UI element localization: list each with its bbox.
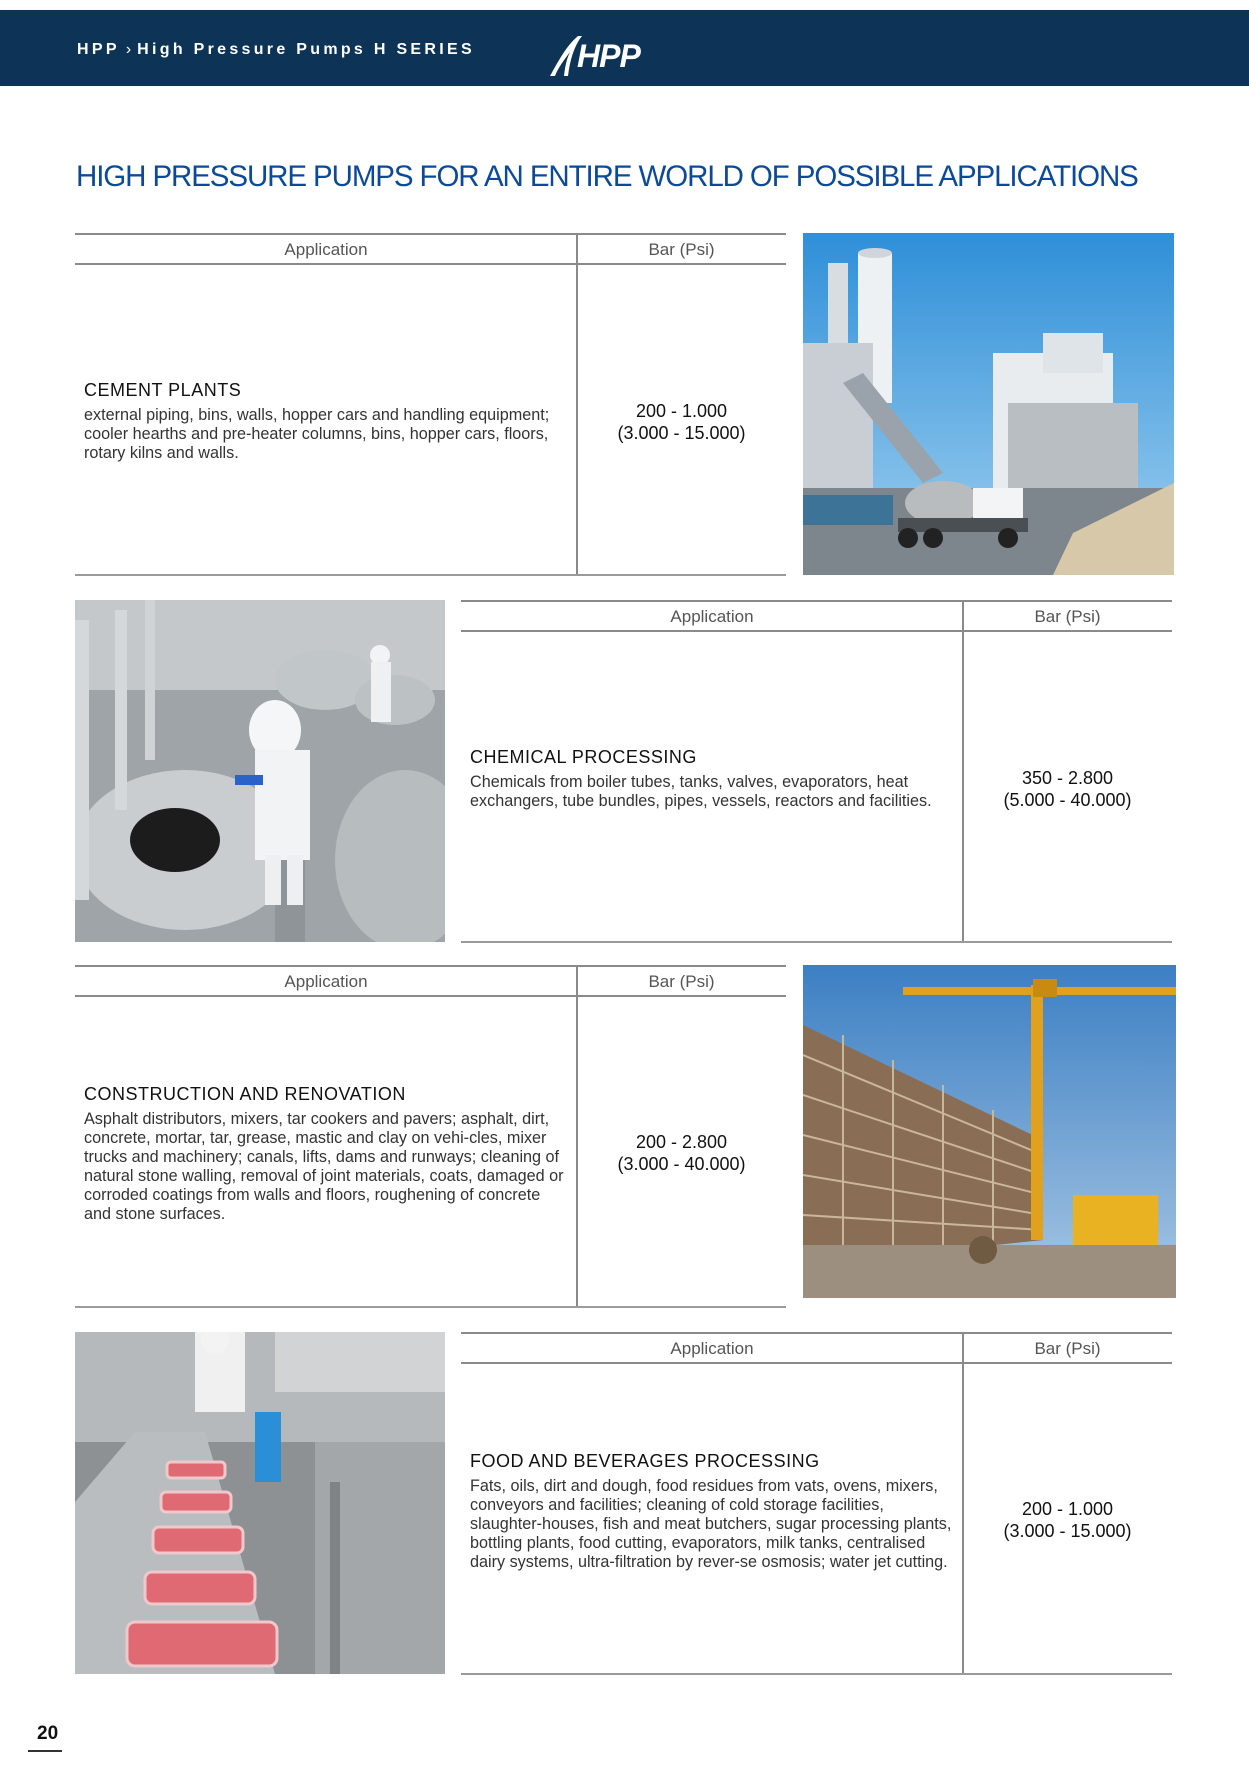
page-number-rule (28, 1750, 62, 1752)
pressure-range (963, 1498, 1172, 1542)
page-number: 20 (37, 1723, 59, 1744)
hpp-logo (548, 32, 664, 80)
bar-value: 200 - 1.000 (635, 401, 728, 421)
application-title: CHEMICAL PROCESSING (470, 747, 697, 767)
application-title: CEMENT PLANTS (84, 380, 242, 400)
construction-site-photo (803, 965, 1176, 1298)
application-description: Asphalt distributors, mixers, tar cookers and pavers; asphalt, dirt, concrete, mortar, tar, grease, mastic and clay on vehi-cles, mixer trucks and machinery; canals, lifts, dams and runways; cleaning of natural stone walling, removal of joint materials, coats, damaged or corroded coatings from walls and floors, roughening of concrete and stone surfaces. (84, 1110, 564, 1223)
column-header-bar: Bar (Psi) (963, 600, 1172, 632)
table-bottom-rule (75, 1306, 786, 1308)
pressure-range (577, 400, 786, 444)
bar-value: 200 - 1.000 (1021, 1499, 1114, 1519)
breadcrumb (77, 41, 475, 59)
table-bottom-rule (461, 941, 1172, 943)
chemical-processing-photo (75, 600, 445, 942)
application-title: FOOD AND BEVERAGES PROCESSING (470, 1451, 820, 1471)
column-header-application: Application (461, 600, 963, 632)
application-description: external piping, bins, walls, hopper cars and handling equipment; cooler hearths and pre-heater columns, bins, hopper cars, floors, rotary kilns and walls. (84, 406, 550, 462)
column-header-bar: Bar (Psi) (577, 965, 786, 997)
table-bottom-rule (75, 574, 786, 576)
pressure-range (963, 767, 1172, 811)
column-header-application: Application (75, 965, 577, 997)
psi-value: (3.000 - 15.000) (617, 423, 746, 443)
psi-value: (5.000 - 40.000) (1003, 790, 1132, 810)
application-description: Fats, oils, dirt and dough, food residues from vats, ovens, mixers, conveyors and facilities; cleaning of cold storage facilities, slaughter-houses, fish and meat butchers, sugar processing plants, bottling plants, food cutting, evaporators, milk tanks, centralised dairy systems, ultra-filtration by rever-se osmosis; water jet cutting. (470, 1477, 952, 1571)
bar-value: 350 - 2.800 (1021, 768, 1114, 788)
bar-value: 200 - 2.800 (635, 1132, 728, 1152)
psi-value: (3.000 - 15.000) (1003, 1521, 1132, 1541)
breadcrumb-series: High Pressure Pumps H SERIES (137, 41, 475, 58)
pressure-range (577, 1131, 786, 1175)
column-header-application: Application (75, 233, 577, 265)
column-header-bar: Bar (Psi) (963, 1332, 1172, 1364)
logo-text: HPP (577, 38, 640, 74)
psi-value: (3.000 - 40.000) (617, 1154, 746, 1174)
application-title: CONSTRUCTION AND RENOVATION (84, 1084, 406, 1104)
page-title: HIGH PRESSURE PUMPS FOR AN ENTIRE WORLD OF POSSIBLE APPLICATIONS (76, 160, 1138, 193)
cement-plant-photo (803, 233, 1174, 575)
column-header-application: Application (461, 1332, 963, 1364)
breadcrumb-brand: HPP (77, 41, 120, 58)
food-processing-photo (75, 1332, 445, 1674)
application-description: Chemicals from boiler tubes, tanks, valves, evaporators, heat exchangers, tube bundles, pipes, vessels, reactors and facilities. (470, 773, 932, 810)
breadcrumb-separator: › (125, 41, 132, 58)
table-bottom-rule (461, 1673, 1172, 1675)
page-header (0, 10, 1249, 86)
column-header-bar: Bar (Psi) (577, 233, 786, 265)
